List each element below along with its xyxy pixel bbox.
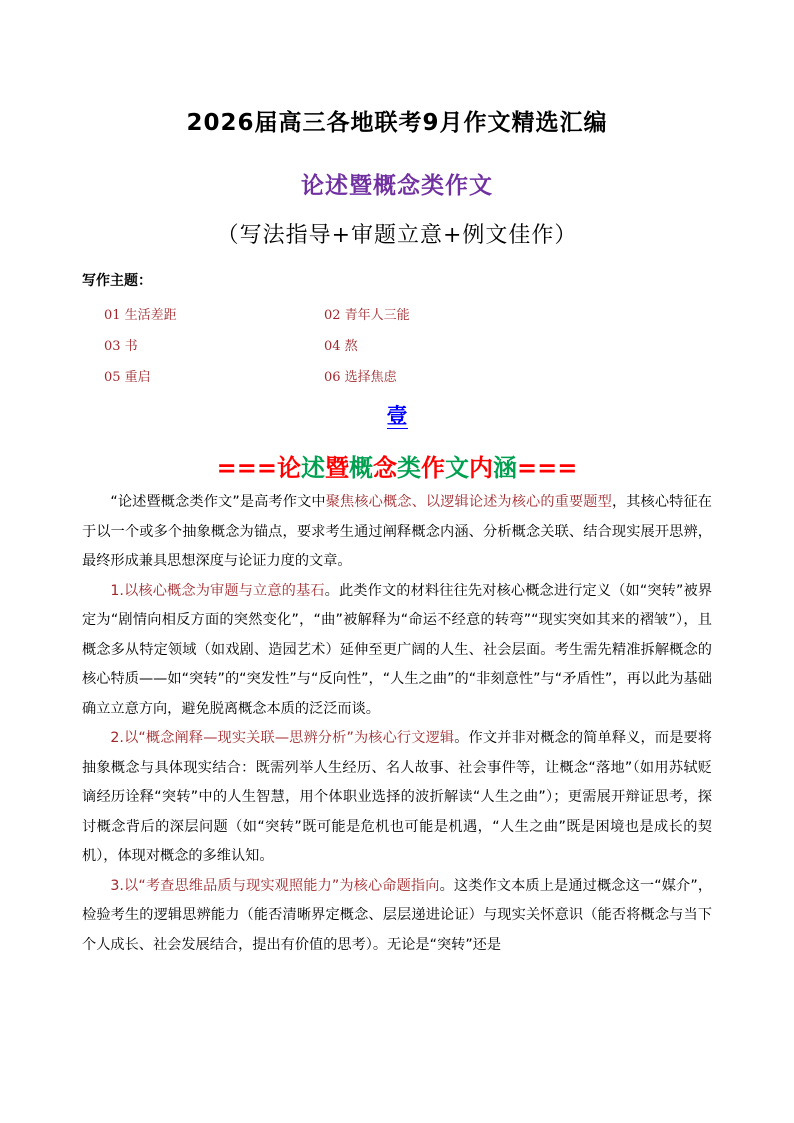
paragraph-lead: 2.以“概念阐释—现实关联—思辨分析”为核心行文逻辑 [110, 730, 455, 746]
heading-part: 文 [445, 454, 469, 482]
topic-item: 03 书 [104, 339, 138, 354]
heading-part: === [517, 454, 578, 482]
section-heading [0, 448, 794, 483]
topic-item: 04 熬 [324, 339, 358, 354]
paragraph-text: 。这类作文本质上是通过概念这一“媒介”，检验考生的逻辑思辨能力（能否清晰界定概念、层层递进论证）与现实关怀意识（能否将概念与当下个人成长、社会发展结合，提出有价值的思考）。无论是“突转”还是 [82, 877, 713, 953]
topic-list [104, 306, 504, 387]
heading-part: 述 [301, 454, 325, 482]
paragraph-point-2 [82, 724, 712, 872]
heading-part: === [216, 454, 277, 482]
heading-part: 念 [373, 454, 397, 482]
paragraph-lead: 3.以“考查思维品质与现实观照能力”为核心命题指向 [110, 877, 440, 894]
paragraph-point-3 [82, 872, 712, 961]
paragraph-lead: 1.以核心概念为审题与立意的基石 [110, 582, 325, 599]
topic-item: 06 选择焦虑 [324, 370, 397, 385]
section-numeral [0, 400, 794, 430]
paragraph-point-1 [82, 577, 712, 725]
body-text [82, 488, 712, 960]
heading-part: 暨 [325, 454, 349, 482]
heading-part: 涵 [493, 454, 517, 482]
heading-part: 论 [277, 454, 301, 482]
paragraph-text: “论述暨概念类作文”是高考作文中 [110, 494, 326, 510]
main-title: 2026届高三各地联考9月作文精选汇编 [186, 110, 608, 136]
paragraph-intro [82, 488, 712, 577]
paragraph-highlight: 聚焦核心概念、以逻辑论述为核心的重要题型 [325, 494, 612, 510]
paragraph-text: ，其核心特征在于以一个或多个抽象概念为锚点，要求考生通过阐释概念内涵、分析概念关联、结合现实展开思辨，最终形成兼具思想深度与论证力度的文章。 [82, 494, 712, 569]
guide-subtitle: （写法指导+审题立意+例文佳作） [216, 223, 578, 248]
topic-item: 02 青年人三能 [324, 308, 410, 323]
section-numeral-text: 壹 [386, 404, 408, 428]
topic-item: 01 生活差距 [104, 308, 177, 323]
paragraph-text: 。作文并非对概念的简单释义，而是要将抽象概念与具体现实结合：既需列举人生经历、名人故事、社会事件等，让概念“落地”（如用苏轼贬谪经历诠释“突转”中的人生智慧，用个体职业选择的波折解读“人生之曲”）；更需展开辩证思考，探讨概念背后的深层问题（如“突转”既可能是危机也可能是机遇，“人生之曲”既是困境也是成长的契机），体现对概念的多维认知。 [82, 730, 712, 864]
heading-part: 内 [469, 454, 493, 482]
paragraph-text: 。此类作文的材料往往先对核心概念进行定义（如“突转”被界定为“剧情向相反方面的突然变化”，“曲”被解释为“命运不经意的转弯”“现实突如其来的褶皱”），且概念多从特定领域（如戏剧、造园艺术）延伸至更广阔的人生、社会层面。考生需先精准拆解概念的核心特质——如“突转”的“突发性”与“反向性”，“人生之曲”的“非刻意性”与“矛盾性”，再以此为基础确立立意方向，避免脱离概念本质的泛泛而谈。 [82, 582, 713, 717]
topic-item: 05 重启 [104, 370, 151, 385]
heading-part: 作 [421, 454, 445, 482]
heading-part: 概 [349, 454, 373, 482]
sub-title: 论述暨概念类作文 [301, 173, 493, 199]
themes-label: 写作主题： [82, 273, 152, 289]
heading-part: 类 [397, 454, 421, 482]
